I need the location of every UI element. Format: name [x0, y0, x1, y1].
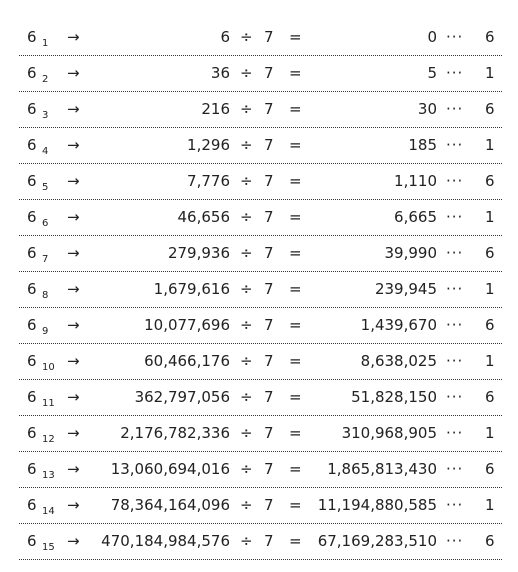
remainder-value: 6	[485, 460, 495, 478]
divisor-value: 7	[264, 136, 274, 154]
arrow-symbol: →	[67, 244, 80, 262]
table-row	[19, 164, 502, 200]
dividend-value: 60,466,176	[144, 352, 230, 370]
table-row	[19, 524, 502, 560]
division-sign: ÷	[240, 244, 253, 262]
divisor-value: 7	[264, 172, 274, 190]
table-row	[19, 20, 502, 56]
dividend-value: 470,184,984,576	[101, 532, 230, 550]
arrow-symbol: →	[67, 352, 80, 370]
table-row	[19, 416, 502, 452]
base-digit: 6	[27, 244, 37, 262]
table-row	[19, 236, 502, 272]
division-sign: ÷	[240, 460, 253, 478]
equals-sign: =	[289, 208, 302, 226]
quotient-value: 185	[408, 136, 437, 154]
remainder-value: 6	[485, 532, 495, 550]
division-sign: ÷	[240, 388, 253, 406]
divisor-value: 7	[264, 532, 274, 550]
table-row	[19, 200, 502, 236]
dividend-value: 279,936	[167, 244, 230, 262]
arrow-symbol: →	[67, 424, 80, 442]
division-sign: ÷	[240, 352, 253, 370]
division-sign: ÷	[240, 100, 253, 118]
table-row	[19, 308, 502, 344]
equals-sign: =	[289, 460, 302, 478]
table-row	[19, 128, 502, 164]
quotient-value: 5	[427, 64, 437, 82]
division-sign: ÷	[240, 316, 253, 334]
remainder-dots: ···	[446, 100, 464, 118]
remainder-value: 1	[485, 208, 495, 226]
divisor-value: 7	[264, 64, 274, 82]
base-digit: 6	[27, 136, 37, 154]
equals-sign: =	[289, 388, 302, 406]
base-digit: 6	[27, 496, 37, 514]
exponent: 4	[42, 146, 49, 157]
remainder-dots: ···	[446, 244, 464, 262]
base-digit: 6	[27, 532, 37, 550]
dividend-value: 6	[220, 28, 230, 46]
arrow-symbol: →	[67, 388, 80, 406]
table-row	[19, 380, 502, 416]
equals-sign: =	[289, 496, 302, 514]
equals-sign: =	[289, 424, 302, 442]
base-digit: 6	[27, 352, 37, 370]
dividend-value: 362,797,056	[134, 388, 230, 406]
exponent: 5	[42, 182, 49, 193]
remainder-value: 6	[485, 244, 495, 262]
division-sign: ÷	[240, 532, 253, 550]
dividend-value: 36	[210, 64, 230, 82]
exponent: 10	[42, 362, 55, 373]
division-sign: ÷	[240, 208, 253, 226]
equals-sign: =	[289, 532, 302, 550]
exponent: 3	[42, 110, 49, 121]
remainder-dots: ···	[446, 424, 464, 442]
base-digit: 6	[27, 280, 37, 298]
remainder-dots: ···	[446, 172, 464, 190]
base-digit: 6	[27, 316, 37, 334]
exponent: 15	[42, 542, 55, 553]
table-row	[19, 344, 502, 380]
power-division-table	[19, 20, 502, 560]
table-row	[19, 488, 502, 524]
equals-sign: =	[289, 136, 302, 154]
quotient-value: 8,638,025	[360, 352, 437, 370]
exponent: 6	[42, 218, 49, 229]
quotient-value: 6,665	[394, 208, 437, 226]
divisor-value: 7	[264, 208, 274, 226]
base-digit: 6	[27, 172, 37, 190]
exponent: 8	[42, 290, 49, 301]
base-digit: 6	[27, 424, 37, 442]
quotient-value: 1,110	[394, 172, 437, 190]
equals-sign: =	[289, 244, 302, 262]
arrow-symbol: →	[67, 316, 80, 334]
quotient-value: 67,169,283,510	[317, 532, 437, 550]
remainder-dots: ···	[446, 460, 464, 478]
exponent: 2	[42, 74, 49, 85]
remainder-value: 1	[485, 424, 495, 442]
exponent: 9	[42, 326, 49, 337]
remainder-value: 1	[485, 136, 495, 154]
equals-sign: =	[289, 100, 302, 118]
dividend-value: 216	[201, 100, 230, 118]
exponent: 7	[42, 254, 49, 265]
divisor-value: 7	[264, 424, 274, 442]
dividend-value: 7,776	[187, 172, 230, 190]
remainder-value: 1	[485, 280, 495, 298]
remainder-value: 6	[485, 172, 495, 190]
remainder-value: 1	[485, 64, 495, 82]
equals-sign: =	[289, 280, 302, 298]
arrow-symbol: →	[67, 280, 80, 298]
division-sign: ÷	[240, 28, 253, 46]
exponent: 11	[42, 398, 55, 409]
arrow-symbol: →	[67, 28, 80, 46]
remainder-dots: ···	[446, 352, 464, 370]
remainder-dots: ···	[446, 532, 464, 550]
remainder-dots: ···	[446, 136, 464, 154]
remainder-dots: ···	[446, 388, 464, 406]
dividend-value: 78,364,164,096	[110, 496, 230, 514]
quotient-value: 310,968,905	[341, 424, 437, 442]
base-digit: 6	[27, 28, 37, 46]
divisor-value: 7	[264, 28, 274, 46]
quotient-value: 0	[427, 28, 437, 46]
divisor-value: 7	[264, 496, 274, 514]
division-sign: ÷	[240, 64, 253, 82]
quotient-value: 239,945	[374, 280, 437, 298]
division-sign: ÷	[240, 496, 253, 514]
remainder-dots: ···	[446, 496, 464, 514]
arrow-symbol: →	[67, 64, 80, 82]
divisor-value: 7	[264, 100, 274, 118]
equals-sign: =	[289, 316, 302, 334]
table-row	[19, 92, 502, 128]
division-sign: ÷	[240, 136, 253, 154]
quotient-value: 39,990	[384, 244, 437, 262]
remainder-value: 1	[485, 496, 495, 514]
remainder-value: 1	[485, 352, 495, 370]
quotient-value: 11,194,880,585	[317, 496, 437, 514]
quotient-value: 1,439,670	[360, 316, 437, 334]
divisor-value: 7	[264, 280, 274, 298]
equals-sign: =	[289, 64, 302, 82]
divisor-value: 7	[264, 388, 274, 406]
base-digit: 6	[27, 388, 37, 406]
dividend-value: 10,077,696	[144, 316, 230, 334]
exponent: 12	[42, 434, 55, 445]
division-sign: ÷	[240, 280, 253, 298]
dividend-value: 1,296	[187, 136, 230, 154]
dividend-value: 1,679,616	[153, 280, 230, 298]
dividend-value: 2,176,782,336	[120, 424, 230, 442]
arrow-symbol: →	[67, 172, 80, 190]
remainder-dots: ···	[446, 316, 464, 334]
quotient-value: 51,828,150	[351, 388, 437, 406]
equals-sign: =	[289, 172, 302, 190]
remainder-dots: ···	[446, 208, 464, 226]
divisor-value: 7	[264, 244, 274, 262]
exponent: 1	[42, 38, 49, 49]
dividend-value: 13,060,694,016	[110, 460, 230, 478]
arrow-symbol: →	[67, 100, 80, 118]
table-row	[19, 56, 502, 92]
arrow-symbol: →	[67, 460, 80, 478]
remainder-dots: ···	[446, 28, 464, 46]
equals-sign: =	[289, 352, 302, 370]
table-row	[19, 272, 502, 308]
arrow-symbol: →	[67, 136, 80, 154]
remainder-value: 6	[485, 28, 495, 46]
division-sign: ÷	[240, 424, 253, 442]
remainder-value: 6	[485, 316, 495, 334]
arrow-symbol: →	[67, 208, 80, 226]
dividend-value: 46,656	[177, 208, 230, 226]
quotient-value: 1,865,813,430	[327, 460, 437, 478]
base-digit: 6	[27, 64, 37, 82]
remainder-value: 6	[485, 100, 495, 118]
remainder-dots: ···	[446, 280, 464, 298]
divisor-value: 7	[264, 460, 274, 478]
divisor-value: 7	[264, 316, 274, 334]
remainder-dots: ···	[446, 64, 464, 82]
base-digit: 6	[27, 100, 37, 118]
remainder-value: 6	[485, 388, 495, 406]
arrow-symbol: →	[67, 532, 80, 550]
table-row	[19, 452, 502, 488]
equals-sign: =	[289, 28, 302, 46]
exponent: 14	[42, 506, 55, 517]
exponent: 13	[42, 470, 55, 481]
base-digit: 6	[27, 208, 37, 226]
division-sign: ÷	[240, 172, 253, 190]
divisor-value: 7	[264, 352, 274, 370]
quotient-value: 30	[417, 100, 437, 118]
base-digit: 6	[27, 460, 37, 478]
arrow-symbol: →	[67, 496, 80, 514]
